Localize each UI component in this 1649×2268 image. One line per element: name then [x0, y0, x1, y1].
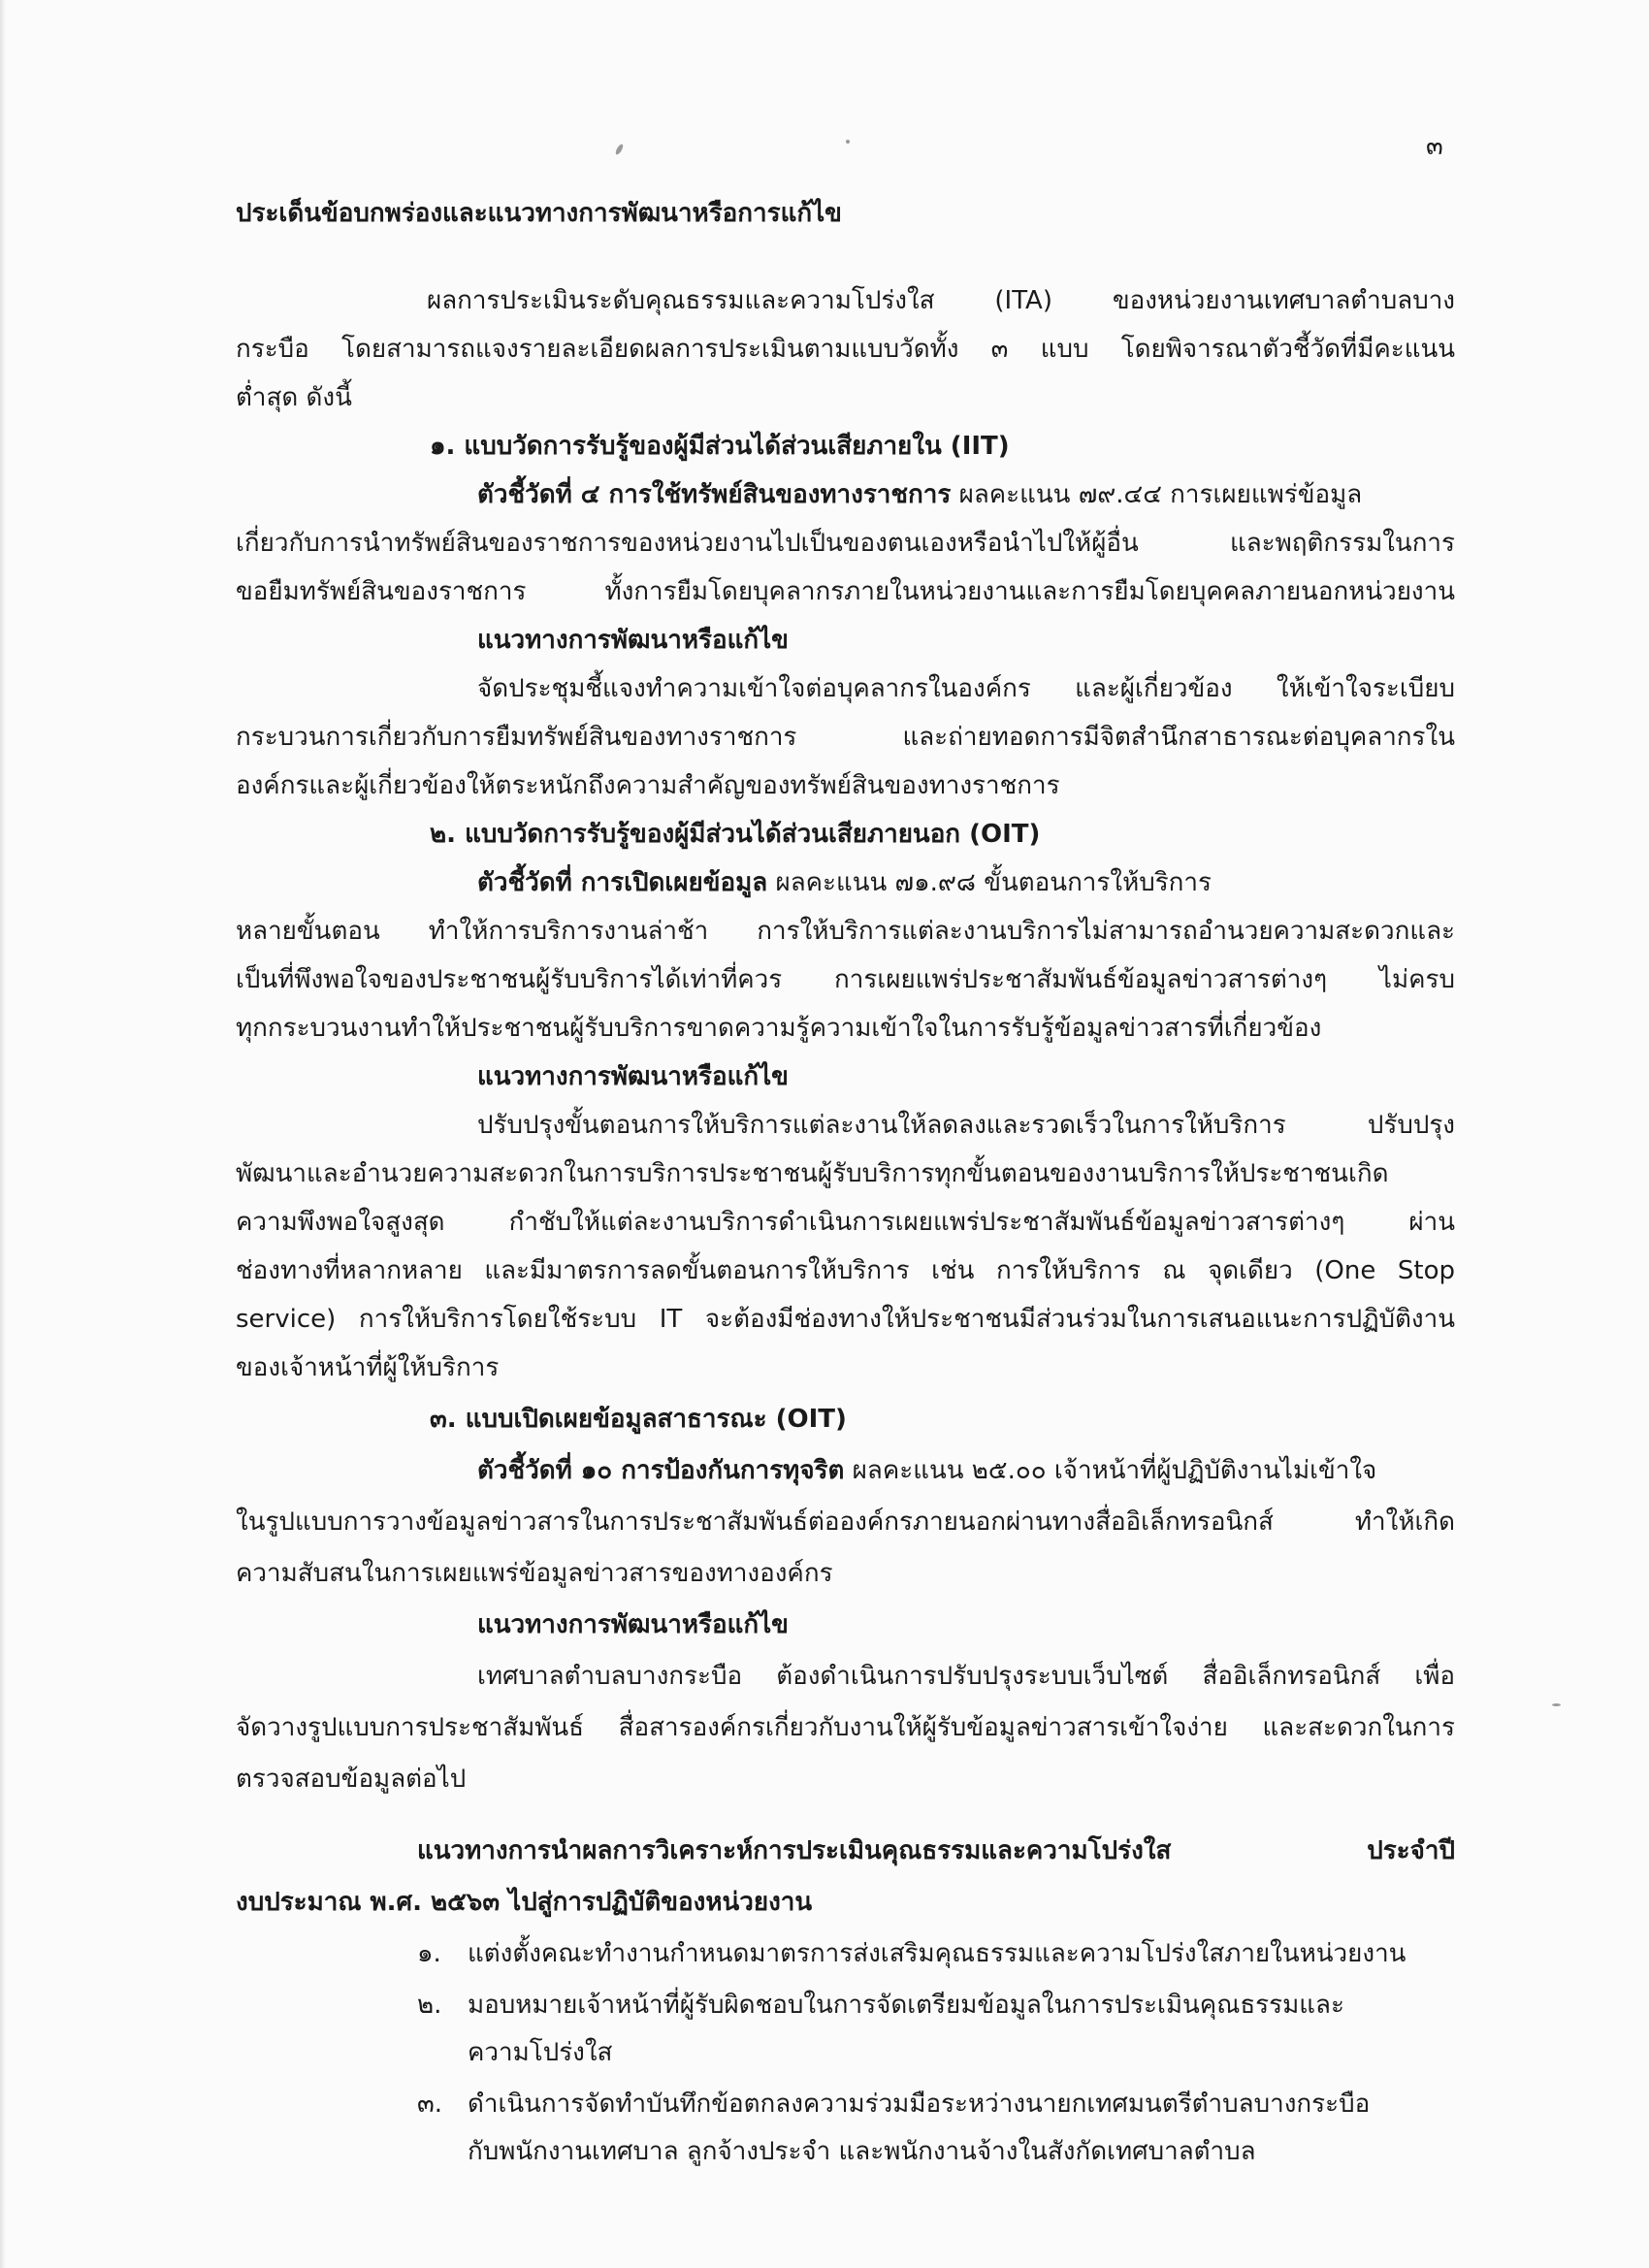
section3-guide-line: ตรวจสอบข้อมูลต่อไป [236, 1765, 467, 1794]
scan-speck [846, 140, 850, 144]
section2-guide-title: แนวทางการพัฒนาหรือแก้ไข [477, 1062, 789, 1091]
section2-line: หลายขั้นตอน ทำให้การบริการงานล่าช้า การให้บริการแต่ละงานบริการไม่สามารถอำนวยความสะดวกและ [236, 917, 1455, 946]
section2-guide-line: ความพึงพอใจสูงสุด กำชับให้แต่ละงานบริการดำเนินการเผยแพร่ประชาสัมพันธ์ข้อมูลข่าวสารต่างๆ ผ่าน [236, 1208, 1455, 1237]
section2-indicator [477, 863, 1212, 902]
section2-guide-line: ปรับปรุงขั้นตอนการให้บริการแต่ละงานให้ลดลงและรวดเร็วในการให้บริการ ปรับปรุง [477, 1111, 1455, 1140]
section2-line: เป็นที่พึงพอใจของประชาชนผู้รับบริการได้เท่าที่ควร การเผยแพร่ประชาสัมพันธ์ข้อมูลข่าวสารต่างๆ ไม่ครบ [236, 965, 1455, 994]
section1-line: ขอยืมทรัพย์สินของราชการ ทั้งการยืมโดยบุคลากรภายในหน่วยงานและการยืมโดยบุคคลภายนอกหน่วยงาน [236, 577, 1455, 606]
page-number: ๓ [1426, 132, 1443, 161]
indicator-text: ผลคะแนน ๒๕.๐๐ เจ้าหน้าที่ผู้ปฏิบัติงานไม่เข้าใจ [844, 1456, 1377, 1485]
indicator-label: ตัวชี้วัดที่ ๔ การใช้ทรัพย์สินของทางราชการ [477, 480, 952, 509]
section2-line: ทุกกระบวนงานทำให้ประชาชนผู้รับบริการขาดความรู้ความเข้าใจในการรับรู้ข้อมูลข่าวสารที่เกี่ยวข้อง [236, 1014, 1322, 1043]
section1-guide-line: กระบวนการเกี่ยวกับการยืมทรัพย์สินของทางราชการ และถ่ายทอดการมีจิตสำนึกสาธารณะต่อบุคลากรใน [236, 723, 1455, 752]
section2-guide-line: service) การให้บริการโดยใช้ระบบ IT จะต้องมีช่องทางให้ประชาชนมีส่วนร่วมในการเสนอแนะการปฏิบัติงาน [236, 1305, 1455, 1334]
plan-item-text: แต่งตั้งคณะทำงานกำหนดมาตรการส่งเสริมคุณธรรมและความโปร่งใสภายในหน่วยงาน [468, 1939, 1406, 1968]
scan-edge [0, 0, 6, 2268]
section3-title: ๓. แบบเปิดเผยข้อมูลสาธารณะ (OIT) [430, 1405, 847, 1434]
section2-guide-line: ของเจ้าหน้าที่ผู้ให้บริการ [236, 1353, 500, 1382]
section3-line: ความสับสนในการเผยแพร่ข้อมูลข่าวสารของทางองค์กร [236, 1559, 833, 1588]
section3-guide-line: จัดวางรูปแบบการประชาสัมพันธ์ สื่อสารองค์กรเกี่ยวกับงานให้ผู้รับข้อมูลข่าวสารเข้าใจง่าย และสะดวกในการ [236, 1713, 1455, 1742]
section2-title: ๒. แบบวัดการรับรู้ของผู้มีส่วนได้ส่วนเสียภายนอก (OIT) [430, 820, 1041, 849]
indicator-label: ตัวชี้วัดที่ ๑๐ การป้องกันการทุจริต [477, 1456, 845, 1485]
section3-guide-line: เทศบาลตำบลบางกระบือ ต้องดำเนินการปรับปรุงระบบเว็บไซต์ สื่ออิเล็กทรอนิกส์ เพื่อ [477, 1662, 1455, 1691]
section1-guide-line: จัดประชุมชี้แจงทำความเข้าใจต่อบุคลากรในองค์กร และผู้เกี่ยวข้อง ให้เข้าใจระเบียบ [477, 674, 1455, 703]
indicator-text: ผลคะแนน ๗๙.๔๔ การเผยแพร่ข้อมูล [951, 480, 1363, 509]
plan-item-text: มอบหมายเจ้าหน้าที่ผู้รับผิดชอบในการจัดเตรียมข้อมูลในการประเมินคุณธรรมและ [468, 1991, 1344, 2020]
plan-item-number: ๓. [417, 2090, 443, 2119]
indicator-text: ผลคะแนน ๗๑.๙๘ ขั้นตอนการให้บริการ [767, 868, 1212, 897]
plan-item-text: ดำเนินการจัดทำบันทึกข้อตกลงความร่วมมือระหว่างนายกเทศมนตรีตำบลบางกระบือ [468, 2090, 1371, 2119]
scan-speck [614, 144, 624, 156]
section1-guide-line: องค์กรและผู้เกี่ยวข้องให้ตระหนักถึงความสำคัญของทรัพย์สินของทางราชการ [236, 771, 1060, 800]
section1-indicator [477, 475, 1362, 514]
section3-line: ในรูปแบบการวางข้อมูลข่าวสารในการประชาสัมพันธ์ต่อองค์กรภายนอกผ่านทางสื่ออิเล็กทรอนิกส์ ทำให้เกิด [236, 1507, 1455, 1537]
plan-item-text: กับพนักงานเทศบาล ลูกจ้างประจำ และพนักงานจ้างในสังกัดเทศบาลตำบล [468, 2137, 1256, 2166]
plan-item-number: ๑. [417, 1939, 441, 1968]
section3-guide-title: แนวทางการพัฒนาหรือแก้ไข [477, 1610, 789, 1639]
section3-indicator [477, 1451, 1376, 1490]
section2-guide-line: พัฒนาและอำนวยความสะดวกในการบริการประชาชนผู้รับบริการทุกขั้นตอนของงานบริการให้ประชาชนเกิด [236, 1159, 1389, 1188]
section1-title: ๑. แบบวัดการรับรู้ของผู้มีส่วนได้ส่วนเสียภายใน (IIT) [430, 432, 1010, 461]
indicator-label: ตัวชี้วัดที่ การเปิดเผยข้อมูล [477, 868, 768, 897]
section1-line: เกี่ยวกับการนำทรัพย์สินของราชการของหน่วยงานไปเป็นของตนเองหรือนำไปให้ผู้อื่น และพฤติกรรมในการ [236, 529, 1455, 558]
page-heading: ประเด็นข้อบกพร่องและแนวทางการพัฒนาหรือการแก้ไข [236, 199, 842, 228]
plan-item-number: ๒. [417, 1991, 442, 2020]
scan-speck [1552, 1703, 1561, 1706]
section2-guide-line: ช่องทางที่หลากหลาย และมีมาตรการลดขั้นตอนการให้บริการ เช่น การให้บริการ ณ จุดเดียว (One Stop [236, 1256, 1456, 1285]
intro-line: กระบือ โดยสามารถแจงรายละเอียดผลการประเมินตามแบบวัดทั้ง ๓ แบบ โดยพิจารณาตัวชี้วัดที่มีคะแนน [236, 335, 1455, 364]
section1-guide-title: แนวทางการพัฒนาหรือแก้ไข [477, 626, 789, 655]
plan-title: งบประมาณ พ.ศ. ๒๕๖๓ ไปสู่การปฏิบัติของหน่วยงาน [236, 1888, 813, 1917]
intro-line: ผลการประเมินระดับคุณธรรมและความโปร่งใส (ITA) ของหน่วยงานเทศบาลตำบลบาง [427, 286, 1455, 315]
intro-line: ต่ำสุด ดังนี้ [236, 383, 352, 412]
plan-item-text: ความโปร่งใส [468, 2038, 613, 2067]
plan-title: แนวทางการนำผลการวิเคราะห์การประเมินคุณธรรมและความโปร่งใส ประจำปี [417, 1836, 1455, 1865]
